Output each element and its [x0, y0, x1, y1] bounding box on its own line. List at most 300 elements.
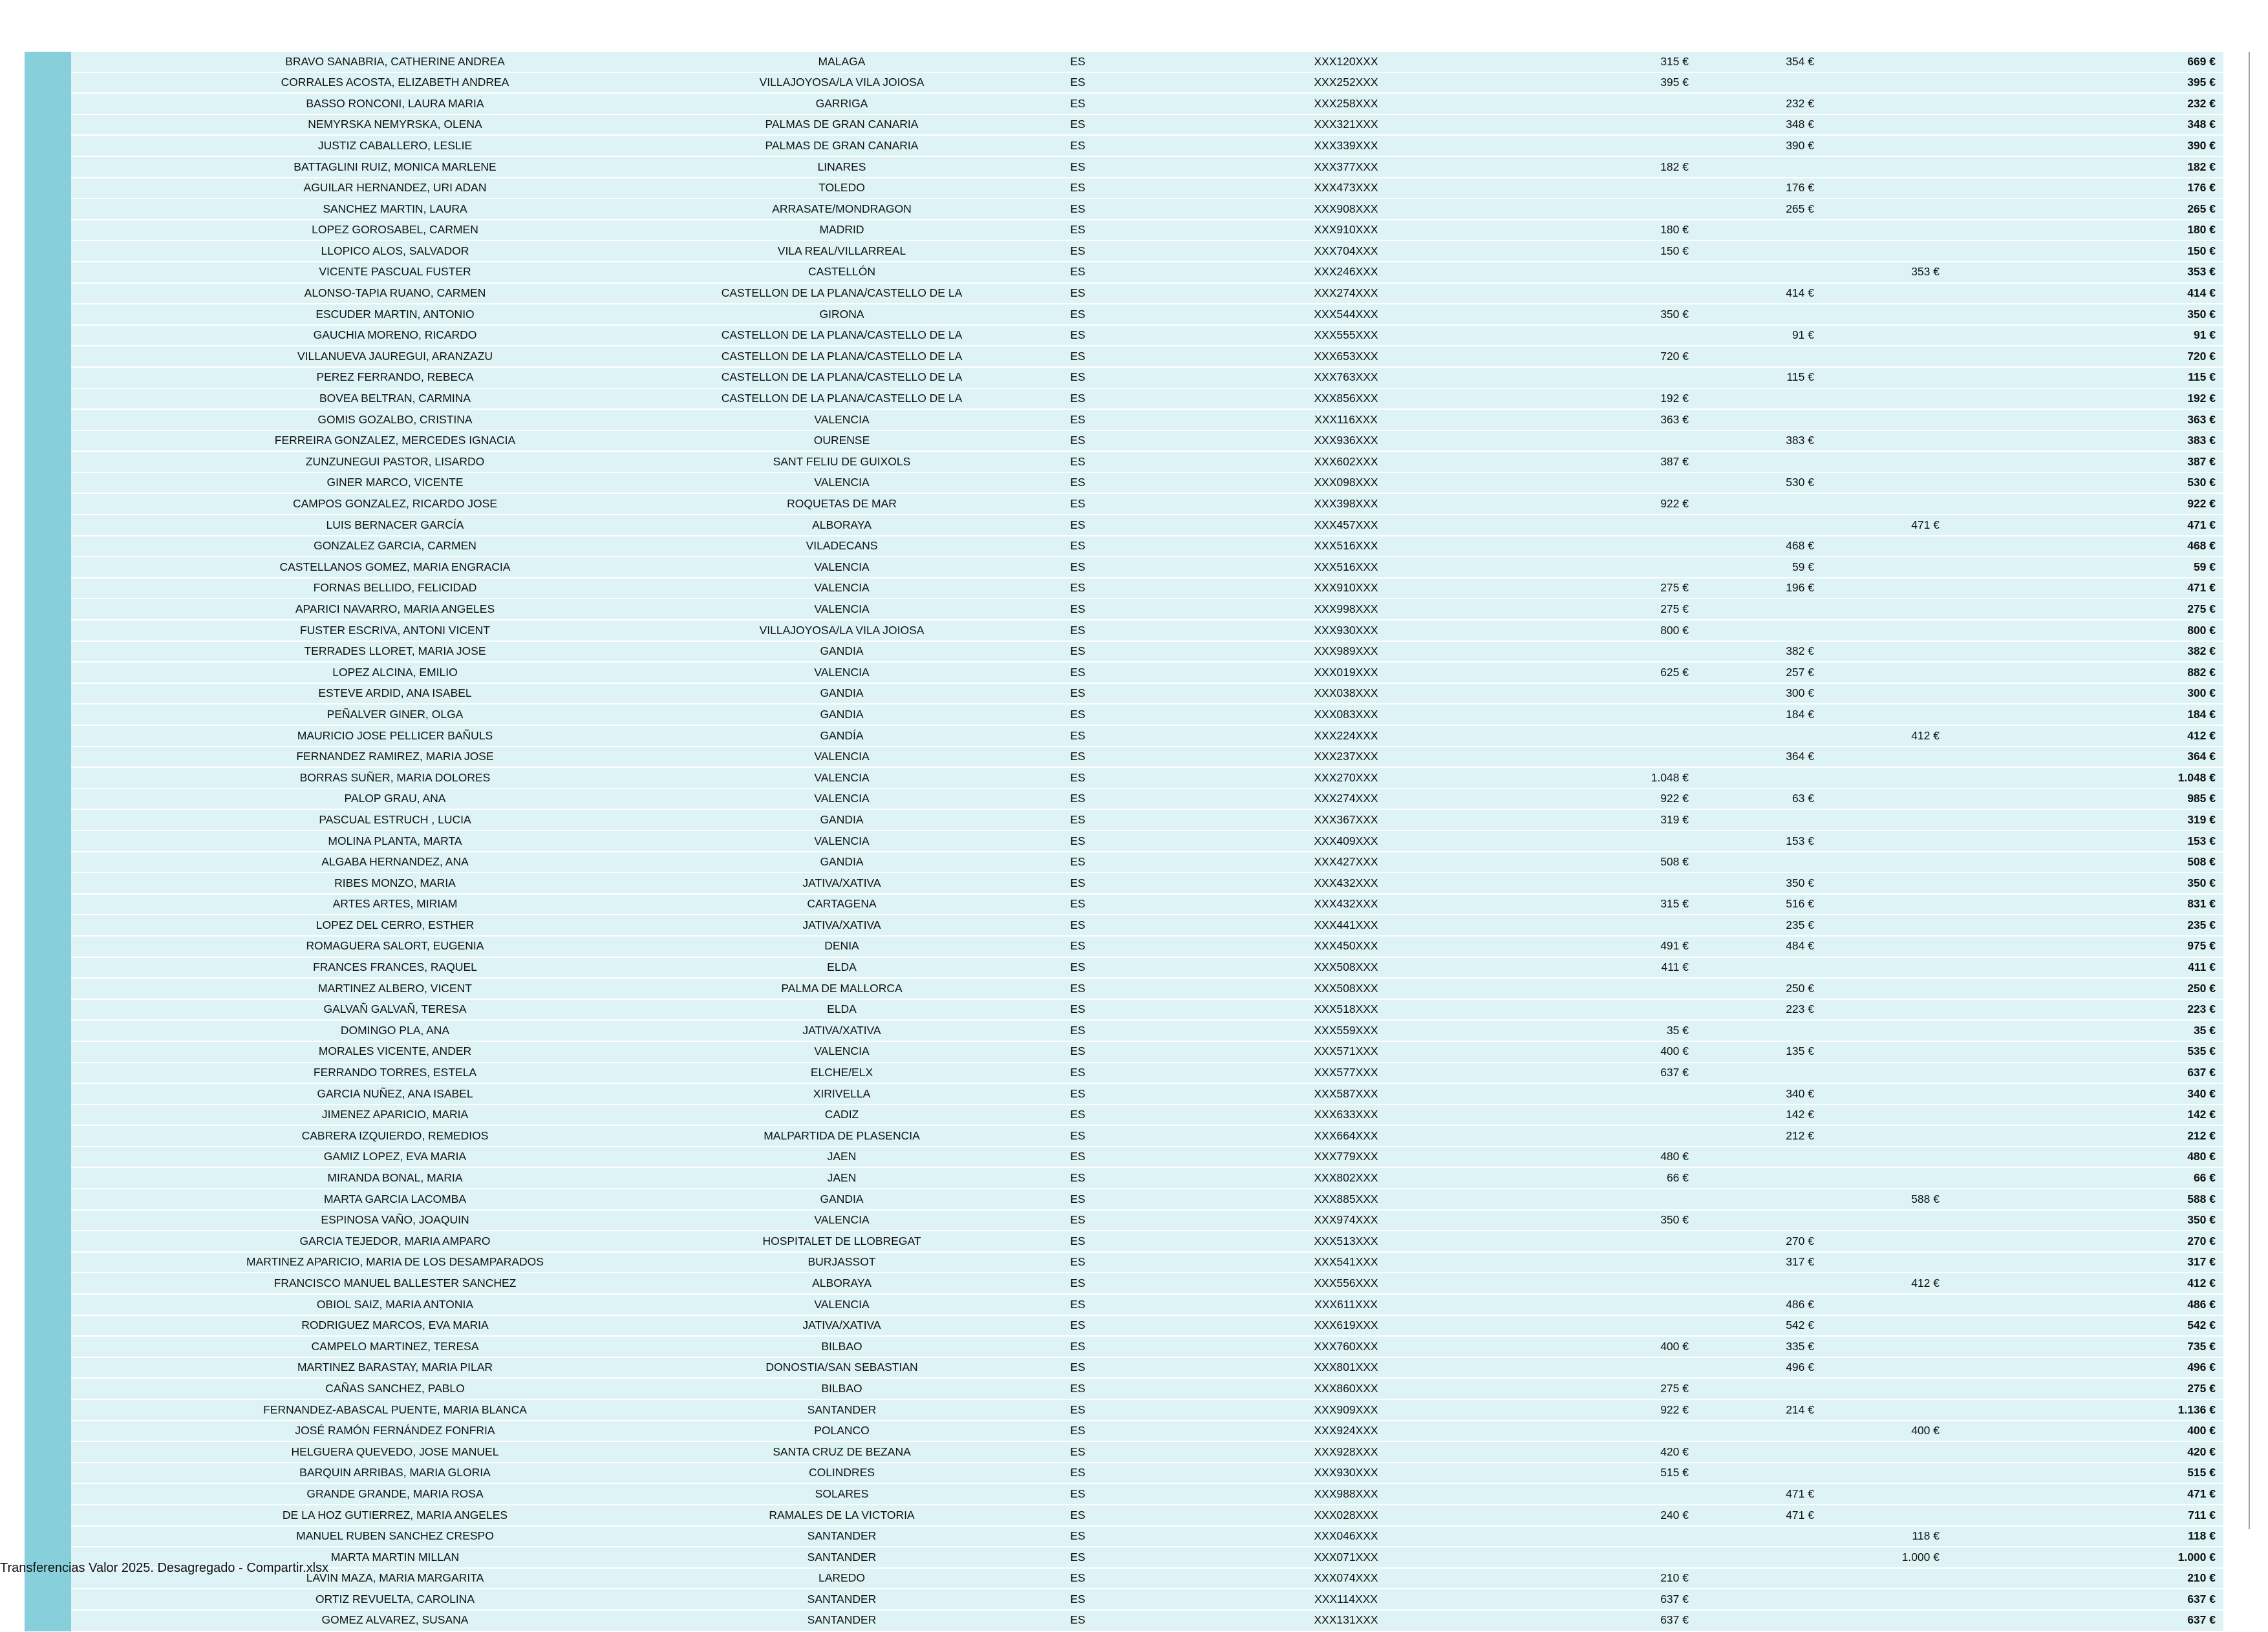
- cell-id: XXX432XXX: [1178, 873, 1514, 894]
- cell-country: ES: [978, 1125, 1178, 1147]
- table-row: [25, 915, 2223, 936]
- cell-country: ES: [978, 1041, 1178, 1063]
- cell-country: ES: [978, 1589, 1178, 1610]
- row-band: [25, 978, 71, 999]
- cell-amount-2: 196 €: [1689, 578, 1814, 599]
- table-row: [25, 1336, 2223, 1357]
- cell-amount-2: [1689, 1147, 1814, 1168]
- cell-amount-1: 800 €: [1514, 620, 1689, 641]
- row-band: [25, 93, 71, 114]
- cell-amount-3: [1814, 1441, 1940, 1463]
- row-band: [25, 704, 71, 725]
- cell-amount-1: [1514, 1189, 1689, 1210]
- cell-id: XXX611XXX: [1178, 1294, 1514, 1315]
- cell-id: XXX924XXX: [1178, 1421, 1514, 1442]
- cell-id: XXX885XXX: [1178, 1189, 1514, 1210]
- table-body: [25, 52, 2223, 1631]
- cell-amount-3: [1814, 852, 1940, 873]
- cell-name: GONZALEZ GARCIA, CARMEN: [71, 536, 706, 557]
- cell-amount-3: [1814, 978, 1940, 999]
- cell-total: 400 €: [1940, 1421, 2223, 1442]
- table-row: [25, 283, 2223, 304]
- cell-name: LLOPICO ALOS, SALVADOR: [71, 240, 706, 262]
- cell-country: ES: [978, 135, 1178, 156]
- cell-amount-2: [1689, 514, 1814, 536]
- row-band: [25, 451, 71, 472]
- cell-name: ARTES ARTES, MIRIAM: [71, 894, 706, 915]
- cell-amount-3: [1814, 1589, 1940, 1610]
- cell-total: 411 €: [1940, 957, 2223, 979]
- cell-total: 265 €: [1940, 198, 2223, 220]
- table-row: [25, 894, 2223, 915]
- row-band: [25, 388, 71, 410]
- cell-name: JUSTIZ CABALLERO, LESLIE: [71, 135, 706, 156]
- cell-name: ROMAGUERA SALORT, EUGENIA: [71, 936, 706, 957]
- cell-amount-1: [1514, 198, 1689, 220]
- cell-amount-3: [1814, 1463, 1940, 1484]
- cell-amount-1: [1514, 1483, 1689, 1505]
- cell-country: ES: [978, 1336, 1178, 1357]
- cell-id: XXX116XXX: [1178, 409, 1514, 430]
- cell-name: SANCHEZ MARTIN, LAURA: [71, 198, 706, 220]
- table-row: [25, 536, 2223, 557]
- cell-amount-2: 214 €: [1689, 1399, 1814, 1421]
- table-row: [25, 1399, 2223, 1421]
- row-band: [25, 1231, 71, 1252]
- cell-amount-2: [1689, 493, 1814, 514]
- cell-amount-1: [1514, 725, 1689, 747]
- cell-country: ES: [978, 93, 1178, 114]
- cell-amount-3: [1814, 1294, 1940, 1315]
- table-row: [25, 388, 2223, 410]
- cell-country: ES: [978, 1210, 1178, 1231]
- cell-amount-1: [1514, 1105, 1689, 1126]
- cell-id: XXX974XXX: [1178, 1210, 1514, 1231]
- cell-total: 468 €: [1940, 536, 2223, 557]
- table-row: [25, 725, 2223, 747]
- row-band: [25, 1125, 71, 1147]
- cell-city: GANDIA: [706, 809, 978, 831]
- cell-amount-1: 180 €: [1514, 220, 1689, 241]
- cell-city: VALENCIA: [706, 1210, 978, 1231]
- cell-name: FERNANDEZ RAMIREZ, MARIA JOSE: [71, 747, 706, 768]
- table-row: [25, 1231, 2223, 1252]
- table-row: [25, 367, 2223, 388]
- cell-amount-3: [1814, 936, 1940, 957]
- cell-amount-3: [1814, 178, 1940, 199]
- cell-id: XXX237XXX: [1178, 747, 1514, 768]
- cell-country: ES: [978, 1020, 1178, 1041]
- cell-amount-3: [1814, 52, 1940, 72]
- table-row: [25, 220, 2223, 241]
- cell-id: XXX856XXX: [1178, 388, 1514, 410]
- table-row: [25, 156, 2223, 178]
- cell-city: GIRONA: [706, 304, 978, 325]
- cell-city: VILADECANS: [706, 536, 978, 557]
- cell-city: VILLAJOYOSA/LA VILA JOIOSA: [706, 620, 978, 641]
- cell-city: VALENCIA: [706, 789, 978, 810]
- cell-total: 486 €: [1940, 1294, 2223, 1315]
- cell-name: GRANDE GRANDE, MARIA ROSA: [71, 1483, 706, 1505]
- cell-amount-2: 471 €: [1689, 1505, 1814, 1526]
- cell-city: GANDIA: [706, 641, 978, 662]
- cell-country: ES: [978, 430, 1178, 452]
- cell-city: SANTANDER: [706, 1610, 978, 1631]
- cell-amount-1: 922 €: [1514, 493, 1689, 514]
- cell-total: 212 €: [1940, 1125, 2223, 1147]
- cell-city: JATIVA/XATIVA: [706, 1020, 978, 1041]
- cell-name: MARTINEZ ALBERO, VICENT: [71, 978, 706, 999]
- cell-total: 317 €: [1940, 1252, 2223, 1273]
- row-band: [25, 683, 71, 705]
- table-row: [25, 325, 2223, 346]
- cell-amount-2: 212 €: [1689, 1125, 1814, 1147]
- cell-amount-3: [1814, 1105, 1940, 1126]
- row-band: [25, 240, 71, 262]
- cell-amount-3: [1814, 346, 1940, 367]
- row-band: [25, 936, 71, 957]
- cell-country: ES: [978, 725, 1178, 747]
- cell-country: ES: [978, 1526, 1178, 1547]
- cell-amount-2: [1689, 852, 1814, 873]
- cell-id: XXX664XXX: [1178, 1125, 1514, 1147]
- row-band: [25, 304, 71, 325]
- row-band: [25, 873, 71, 894]
- cell-amount-1: [1514, 325, 1689, 346]
- cell-name: ESCUDER MARTIN, ANTONIO: [71, 304, 706, 325]
- cell-total: 176 €: [1940, 178, 2223, 199]
- cell-total: 350 €: [1940, 873, 2223, 894]
- cell-amount-2: [1689, 1589, 1814, 1610]
- cell-amount-2: 496 €: [1689, 1357, 1814, 1379]
- cell-name: LOPEZ DEL CERRO, ESTHER: [71, 915, 706, 936]
- cell-amount-3: [1814, 1399, 1940, 1421]
- cell-amount-1: [1514, 135, 1689, 156]
- table-row: [25, 578, 2223, 599]
- cell-name: ZUNZUNEGUI PASTOR, LISARDO: [71, 451, 706, 472]
- cell-id: XXX908XXX: [1178, 198, 1514, 220]
- cell-amount-1: 515 €: [1514, 1463, 1689, 1484]
- cell-amount-1: [1514, 1357, 1689, 1379]
- table-row: [25, 451, 2223, 472]
- cell-amount-2: [1689, 1210, 1814, 1231]
- cell-amount-1: 275 €: [1514, 578, 1689, 599]
- cell-country: ES: [978, 641, 1178, 662]
- table-row: [25, 1463, 2223, 1484]
- cell-total: 350 €: [1940, 304, 2223, 325]
- cell-name: GARCIA NUÑEZ, ANA ISABEL: [71, 1083, 706, 1105]
- cell-name: TERRADES LLORET, MARIA JOSE: [71, 641, 706, 662]
- row-band: [25, 1083, 71, 1105]
- cell-amount-3: [1814, 536, 1940, 557]
- cell-amount-3: [1814, 894, 1940, 915]
- table-row: [25, 198, 2223, 220]
- cell-amount-1: [1514, 114, 1689, 136]
- cell-city: MALAGA: [706, 52, 978, 72]
- cell-city: HOSPITALET DE LLOBREGAT: [706, 1231, 978, 1252]
- cell-amount-2: 63 €: [1689, 789, 1814, 810]
- row-band: [25, 831, 71, 852]
- cell-name: VILLANUEVA JAUREGUI, ARANZAZU: [71, 346, 706, 367]
- cell-amount-1: 150 €: [1514, 240, 1689, 262]
- cell-name: CASTELLANOS GOMEZ, MARIA ENGRACIA: [71, 556, 706, 578]
- cell-amount-2: 184 €: [1689, 704, 1814, 725]
- cell-amount-3: [1814, 1378, 1940, 1399]
- cell-amount-1: 637 €: [1514, 1610, 1689, 1631]
- cell-country: ES: [978, 1083, 1178, 1105]
- cell-amount-1: [1514, 472, 1689, 494]
- cell-name: CAMPELO MARTINEZ, TERESA: [71, 1336, 706, 1357]
- cell-amount-3: [1814, 620, 1940, 641]
- row-band: [25, 1357, 71, 1379]
- cell-amount-2: 153 €: [1689, 831, 1814, 852]
- row-band: [25, 1589, 71, 1610]
- cell-name: CAÑAS SANCHEZ, PABLO: [71, 1378, 706, 1399]
- cell-amount-3: [1814, 325, 1940, 346]
- cell-id: XXX083XXX: [1178, 704, 1514, 725]
- cell-id: XXX398XXX: [1178, 493, 1514, 514]
- cell-total: 182 €: [1940, 156, 2223, 178]
- table-row: [25, 599, 2223, 620]
- cell-total: 496 €: [1940, 1357, 2223, 1379]
- cell-country: ES: [978, 1610, 1178, 1631]
- row-band: [25, 536, 71, 557]
- table-row: [25, 493, 2223, 514]
- cell-amount-1: 922 €: [1514, 1399, 1689, 1421]
- cell-country: ES: [978, 1378, 1178, 1399]
- cell-city: OURENSE: [706, 430, 978, 452]
- cell-city: ALBORAYA: [706, 514, 978, 536]
- cell-country: ES: [978, 1505, 1178, 1526]
- cell-amount-2: 542 €: [1689, 1315, 1814, 1337]
- cell-total: 59 €: [1940, 556, 2223, 578]
- row-band: [25, 52, 71, 72]
- cell-amount-2: [1689, 1421, 1814, 1442]
- table-row: [25, 999, 2223, 1021]
- cell-amount-3: [1814, 1357, 1940, 1379]
- cell-id: XXX473XXX: [1178, 178, 1514, 199]
- cell-city: VALENCIA: [706, 767, 978, 789]
- cell-amount-1: 350 €: [1514, 1210, 1689, 1231]
- cell-id: XXX989XXX: [1178, 641, 1514, 662]
- cell-city: JAEN: [706, 1147, 978, 1168]
- cell-country: ES: [978, 999, 1178, 1021]
- cell-amount-2: 390 €: [1689, 135, 1814, 156]
- table-row: [25, 1441, 2223, 1463]
- cell-name: CORRALES ACOSTA, ELIZABETH ANDREA: [71, 72, 706, 94]
- table-row: [25, 809, 2223, 831]
- cell-city: ELCHE/ELX: [706, 1063, 978, 1084]
- cell-amount-2: 265 €: [1689, 198, 1814, 220]
- cell-id: XXX909XXX: [1178, 1399, 1514, 1421]
- cell-amount-1: [1514, 873, 1689, 894]
- cell-name: BASSO RONCONI, LAURA MARIA: [71, 93, 706, 114]
- cell-total: 637 €: [1940, 1610, 2223, 1631]
- row-band: [25, 367, 71, 388]
- table-row: [25, 641, 2223, 662]
- cell-id: XXX457XXX: [1178, 514, 1514, 536]
- cell-amount-2: [1689, 220, 1814, 241]
- cell-amount-1: 480 €: [1514, 1147, 1689, 1168]
- cell-amount-2: 484 €: [1689, 936, 1814, 957]
- row-band: [25, 1526, 71, 1547]
- row-band: [25, 1105, 71, 1126]
- cell-id: XXX910XXX: [1178, 578, 1514, 599]
- cell-country: ES: [978, 1483, 1178, 1505]
- row-band: [25, 641, 71, 662]
- cell-total: 387 €: [1940, 451, 2223, 472]
- cell-country: ES: [978, 620, 1178, 641]
- cell-total: 118 €: [1940, 1526, 2223, 1547]
- cell-total: 588 €: [1940, 1189, 2223, 1210]
- cell-total: 882 €: [1940, 662, 2223, 683]
- row-band: [25, 1421, 71, 1442]
- cell-name: HELGUERA QUEVEDO, JOSE MANUEL: [71, 1441, 706, 1463]
- cell-id: XXX577XXX: [1178, 1063, 1514, 1084]
- table-row: [25, 1147, 2223, 1168]
- cell-amount-3: 412 €: [1814, 725, 1940, 747]
- cell-name: GALVAÑ GALVAÑ, TERESA: [71, 999, 706, 1021]
- row-band: [25, 472, 71, 494]
- cell-city: GANDIA: [706, 683, 978, 705]
- cell-amount-1: 319 €: [1514, 809, 1689, 831]
- table-row: [25, 514, 2223, 536]
- cell-amount-1: [1514, 1547, 1689, 1568]
- table-row: [25, 978, 2223, 999]
- cell-amount-3: [1814, 578, 1940, 599]
- cell-amount-1: 182 €: [1514, 156, 1689, 178]
- row-band: [25, 894, 71, 915]
- table-row: [25, 662, 2223, 683]
- table-row: [25, 240, 2223, 262]
- cell-total: 420 €: [1940, 1441, 2223, 1463]
- cell-amount-2: [1689, 388, 1814, 410]
- table-row: [25, 52, 2223, 72]
- cell-total: 350 €: [1940, 1210, 2223, 1231]
- cell-total: 270 €: [1940, 1231, 2223, 1252]
- cell-city: RAMALES DE LA VICTORIA: [706, 1505, 978, 1526]
- cell-amount-2: [1689, 599, 1814, 620]
- cell-city: DONOSTIA/SAN SEBASTIAN: [706, 1357, 978, 1379]
- cell-amount-3: [1814, 367, 1940, 388]
- cell-country: ES: [978, 1547, 1178, 1568]
- cell-id: XXX587XXX: [1178, 1083, 1514, 1105]
- table-row: [25, 178, 2223, 199]
- cell-city: VALENCIA: [706, 831, 978, 852]
- cell-amount-2: [1689, 1189, 1814, 1210]
- cell-country: ES: [978, 514, 1178, 536]
- cell-country: ES: [978, 873, 1178, 894]
- cell-total: 637 €: [1940, 1589, 2223, 1610]
- row-band: [25, 135, 71, 156]
- cell-id: XXX633XXX: [1178, 1105, 1514, 1126]
- cell-amount-2: [1689, 1441, 1814, 1463]
- cell-amount-3: 471 €: [1814, 514, 1940, 536]
- table-row: [25, 1526, 2223, 1547]
- cell-name: MIRANDA BONAL, MARIA: [71, 1167, 706, 1189]
- cell-name: ESPINOSA VAÑO, JOAQUIN: [71, 1210, 706, 1231]
- cell-amount-2: [1689, 451, 1814, 472]
- cell-total: 142 €: [1940, 1105, 2223, 1126]
- cell-id: XXX930XXX: [1178, 1463, 1514, 1484]
- cell-name: BATTAGLINI RUIZ, MONICA MARLENE: [71, 156, 706, 178]
- cell-id: XXX321XXX: [1178, 114, 1514, 136]
- table-row: [25, 430, 2223, 452]
- cell-total: 412 €: [1940, 1273, 2223, 1294]
- cell-country: ES: [978, 536, 1178, 557]
- cell-amount-1: 420 €: [1514, 1441, 1689, 1463]
- row-band: [25, 346, 71, 367]
- cell-amount-3: [1814, 283, 1940, 304]
- cell-amount-2: [1689, 346, 1814, 367]
- table-row: [25, 747, 2223, 768]
- cell-amount-3: 1.000 €: [1814, 1547, 1940, 1568]
- cell-id: XXX779XXX: [1178, 1147, 1514, 1168]
- cell-amount-2: 530 €: [1689, 472, 1814, 494]
- cell-id: XXX098XXX: [1178, 472, 1514, 494]
- cell-name: ALGABA HERNANDEZ, ANA: [71, 852, 706, 873]
- row-band: [25, 1315, 71, 1337]
- cell-total: 115 €: [1940, 367, 2223, 388]
- table-row: [25, 767, 2223, 789]
- cell-amount-3: [1814, 1483, 1940, 1505]
- cell-country: ES: [978, 178, 1178, 199]
- cell-amount-3: [1814, 1336, 1940, 1357]
- cell-city: VALENCIA: [706, 578, 978, 599]
- cell-city: POLANCO: [706, 1421, 978, 1442]
- table-row: [25, 683, 2223, 705]
- cell-amount-3: [1814, 767, 1940, 789]
- cell-country: ES: [978, 789, 1178, 810]
- cell-id: XXX928XXX: [1178, 1441, 1514, 1463]
- cell-amount-2: 364 €: [1689, 747, 1814, 768]
- cell-country: ES: [978, 220, 1178, 241]
- cell-name: FERNANDEZ-ABASCAL PUENTE, MARIA BLANCA: [71, 1399, 706, 1421]
- cell-total: 395 €: [1940, 72, 2223, 94]
- row-band: [25, 556, 71, 578]
- cell-id: XXX516XXX: [1178, 536, 1514, 557]
- cell-total: 637 €: [1940, 1063, 2223, 1084]
- cell-city: ELDA: [706, 999, 978, 1021]
- cell-amount-1: [1514, 430, 1689, 452]
- cell-amount-3: 353 €: [1814, 262, 1940, 283]
- cell-amount-2: [1689, 304, 1814, 325]
- cell-name: MARTA GARCIA LACOMBA: [71, 1189, 706, 1210]
- cell-amount-2: [1689, 240, 1814, 262]
- cell-amount-3: [1814, 704, 1940, 725]
- cell-total: 412 €: [1940, 725, 2223, 747]
- cell-country: ES: [978, 704, 1178, 725]
- cell-city: ALBORAYA: [706, 1273, 978, 1294]
- cell-name: FERRANDO TORRES, ESTELA: [71, 1063, 706, 1084]
- cell-name: PALOP GRAU, ANA: [71, 789, 706, 810]
- cell-amount-1: [1514, 915, 1689, 936]
- cell-amount-3: [1814, 1315, 1940, 1337]
- cell-amount-1: [1514, 514, 1689, 536]
- cell-name: FRANCES FRANCES, RAQUEL: [71, 957, 706, 979]
- row-band: [25, 1441, 71, 1463]
- cell-id: XXX028XXX: [1178, 1505, 1514, 1526]
- cell-total: 720 €: [1940, 346, 2223, 367]
- cell-id: XXX801XXX: [1178, 1357, 1514, 1379]
- cell-total: 353 €: [1940, 262, 2223, 283]
- cell-amount-2: [1689, 767, 1814, 789]
- cell-name: NEMYRSKA NEMYRSKA, OLENA: [71, 114, 706, 136]
- table-row: [25, 1105, 2223, 1126]
- cell-city: SANTANDER: [706, 1589, 978, 1610]
- row-band: [25, 283, 71, 304]
- cell-country: ES: [978, 1273, 1178, 1294]
